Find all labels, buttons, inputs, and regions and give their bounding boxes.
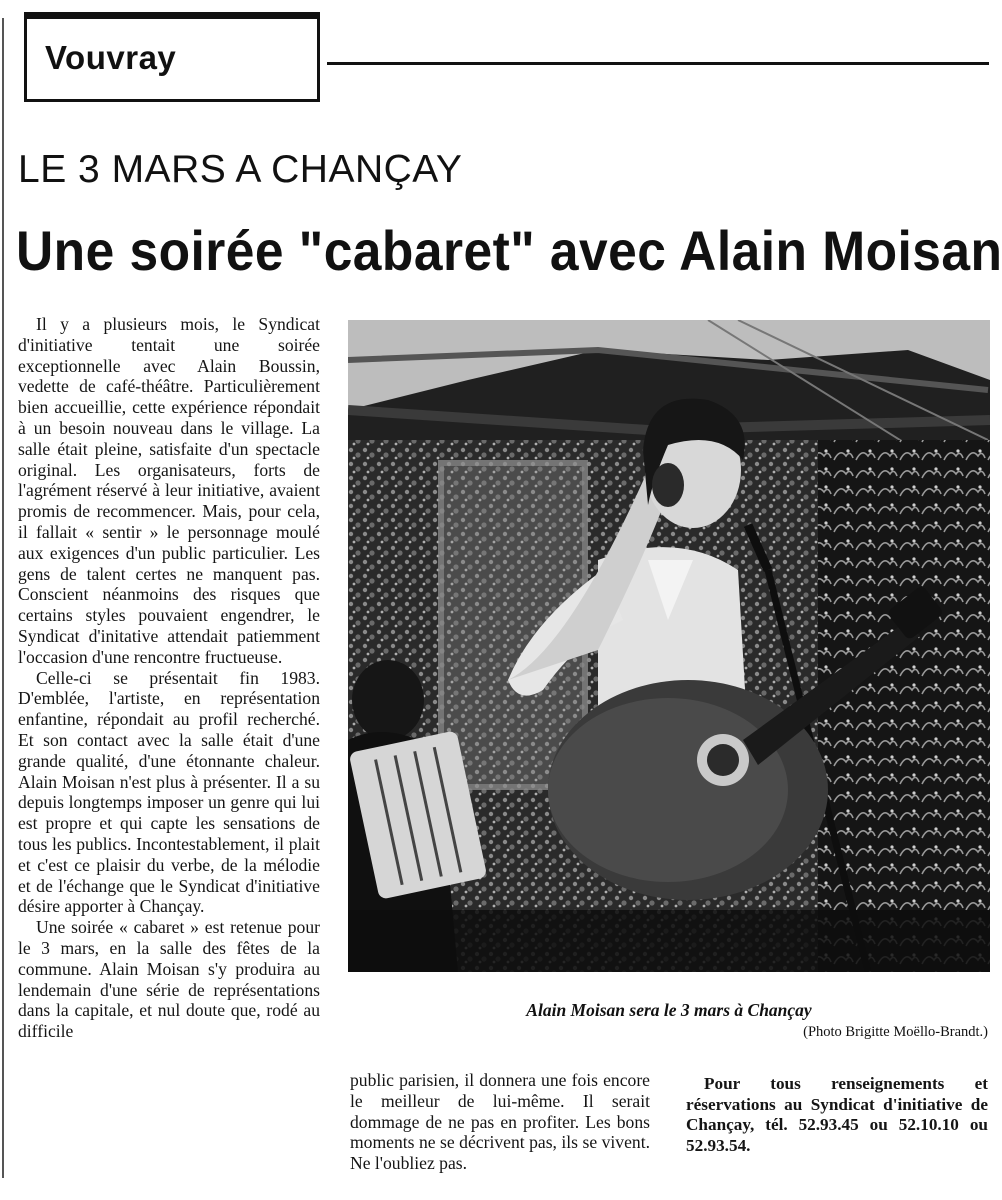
article-column-2	[350, 1070, 650, 1174]
article-paragraph: Celle-ci se présentait fin 1983. D'emblée, l'artiste, en représentation enfantine, répondait au profil recherché. Et son contact avec la salle était d'une grande qualité, d'une étonnante chaleur. Alain Moisan n'est plus à présenter. Il a su depuis longtemps imposer un genre qui lui est propre et qui capte les sensations de tous les publics. Incontestablement, il plait et c'est ce plaisir du verbe, de la mélodie et de l'échange que le Syndicat d'initiative désire apporter à Chançay.	[18, 667, 320, 917]
info-text: Pour tous renseignements et réservations au Syndicat d'initiative de Chançay, tél. 52.93.45 ou 52.10.10 ou 52.93.54.	[686, 1074, 988, 1155]
article-headline: Une soirée "cabaret" avec Alain Moisan	[16, 219, 1002, 282]
article-kicker: LE 3 MARS A CHANÇAY	[18, 148, 463, 191]
photo-caption: Alain Moisan sera le 3 mars à Chançay	[526, 1000, 812, 1020]
article-photo	[348, 320, 990, 972]
article-column-1	[18, 314, 320, 1042]
section-label: Vouvray	[45, 39, 177, 76]
article-paragraph: Une soirée « cabaret » est retenue pour le 3 mars, en la salle des fêtes de la commune. Alain Moisan s'y produira au lendemain d'une série de représentations dans la capitale, et nul doute que, rodé au difficile	[18, 917, 320, 1042]
info-box	[686, 1074, 988, 1156]
left-margin-rule	[2, 18, 4, 1178]
photo-illustration	[348, 320, 990, 972]
section-header-box	[24, 12, 320, 102]
photo-credit: (Photo Brigitte Moëllo-Brandt.)	[803, 1024, 988, 1040]
article-paragraph: Il y a plusieurs mois, le Syndicat d'initiative tentait une soirée exceptionnelle avec Alain Boussin, vedette de café-théâtre. Particulièrement bien accueillie, cette expérience répondait à un besoin nouveau dans le village. La salle était pleine, satisfaite d'un spectacle original. Les organisateurs, forts de l'agrément réservé à leur initiative, avaient promis de recommencer. Mais, pour cela, il fallait « sentir » le personnage moulé aux exigences d'un public particulier. Les gens de talent certes ne manquent pas. Conscient néanmoins des risques que certains styles pouvaient engendrer, le Syndicat d'initative attendait patiemment l'occasion d'une rencontre fructueuse.	[18, 314, 320, 667]
article-paragraph: public parisien, il donnera une fois encore le meilleur de lui-même. Il serait dommage de ne pas en profiter. Les bons moments ne se décrivent pas, ils se vivent. Ne l'oubliez pas.	[350, 1070, 650, 1174]
section-rule	[327, 62, 989, 65]
